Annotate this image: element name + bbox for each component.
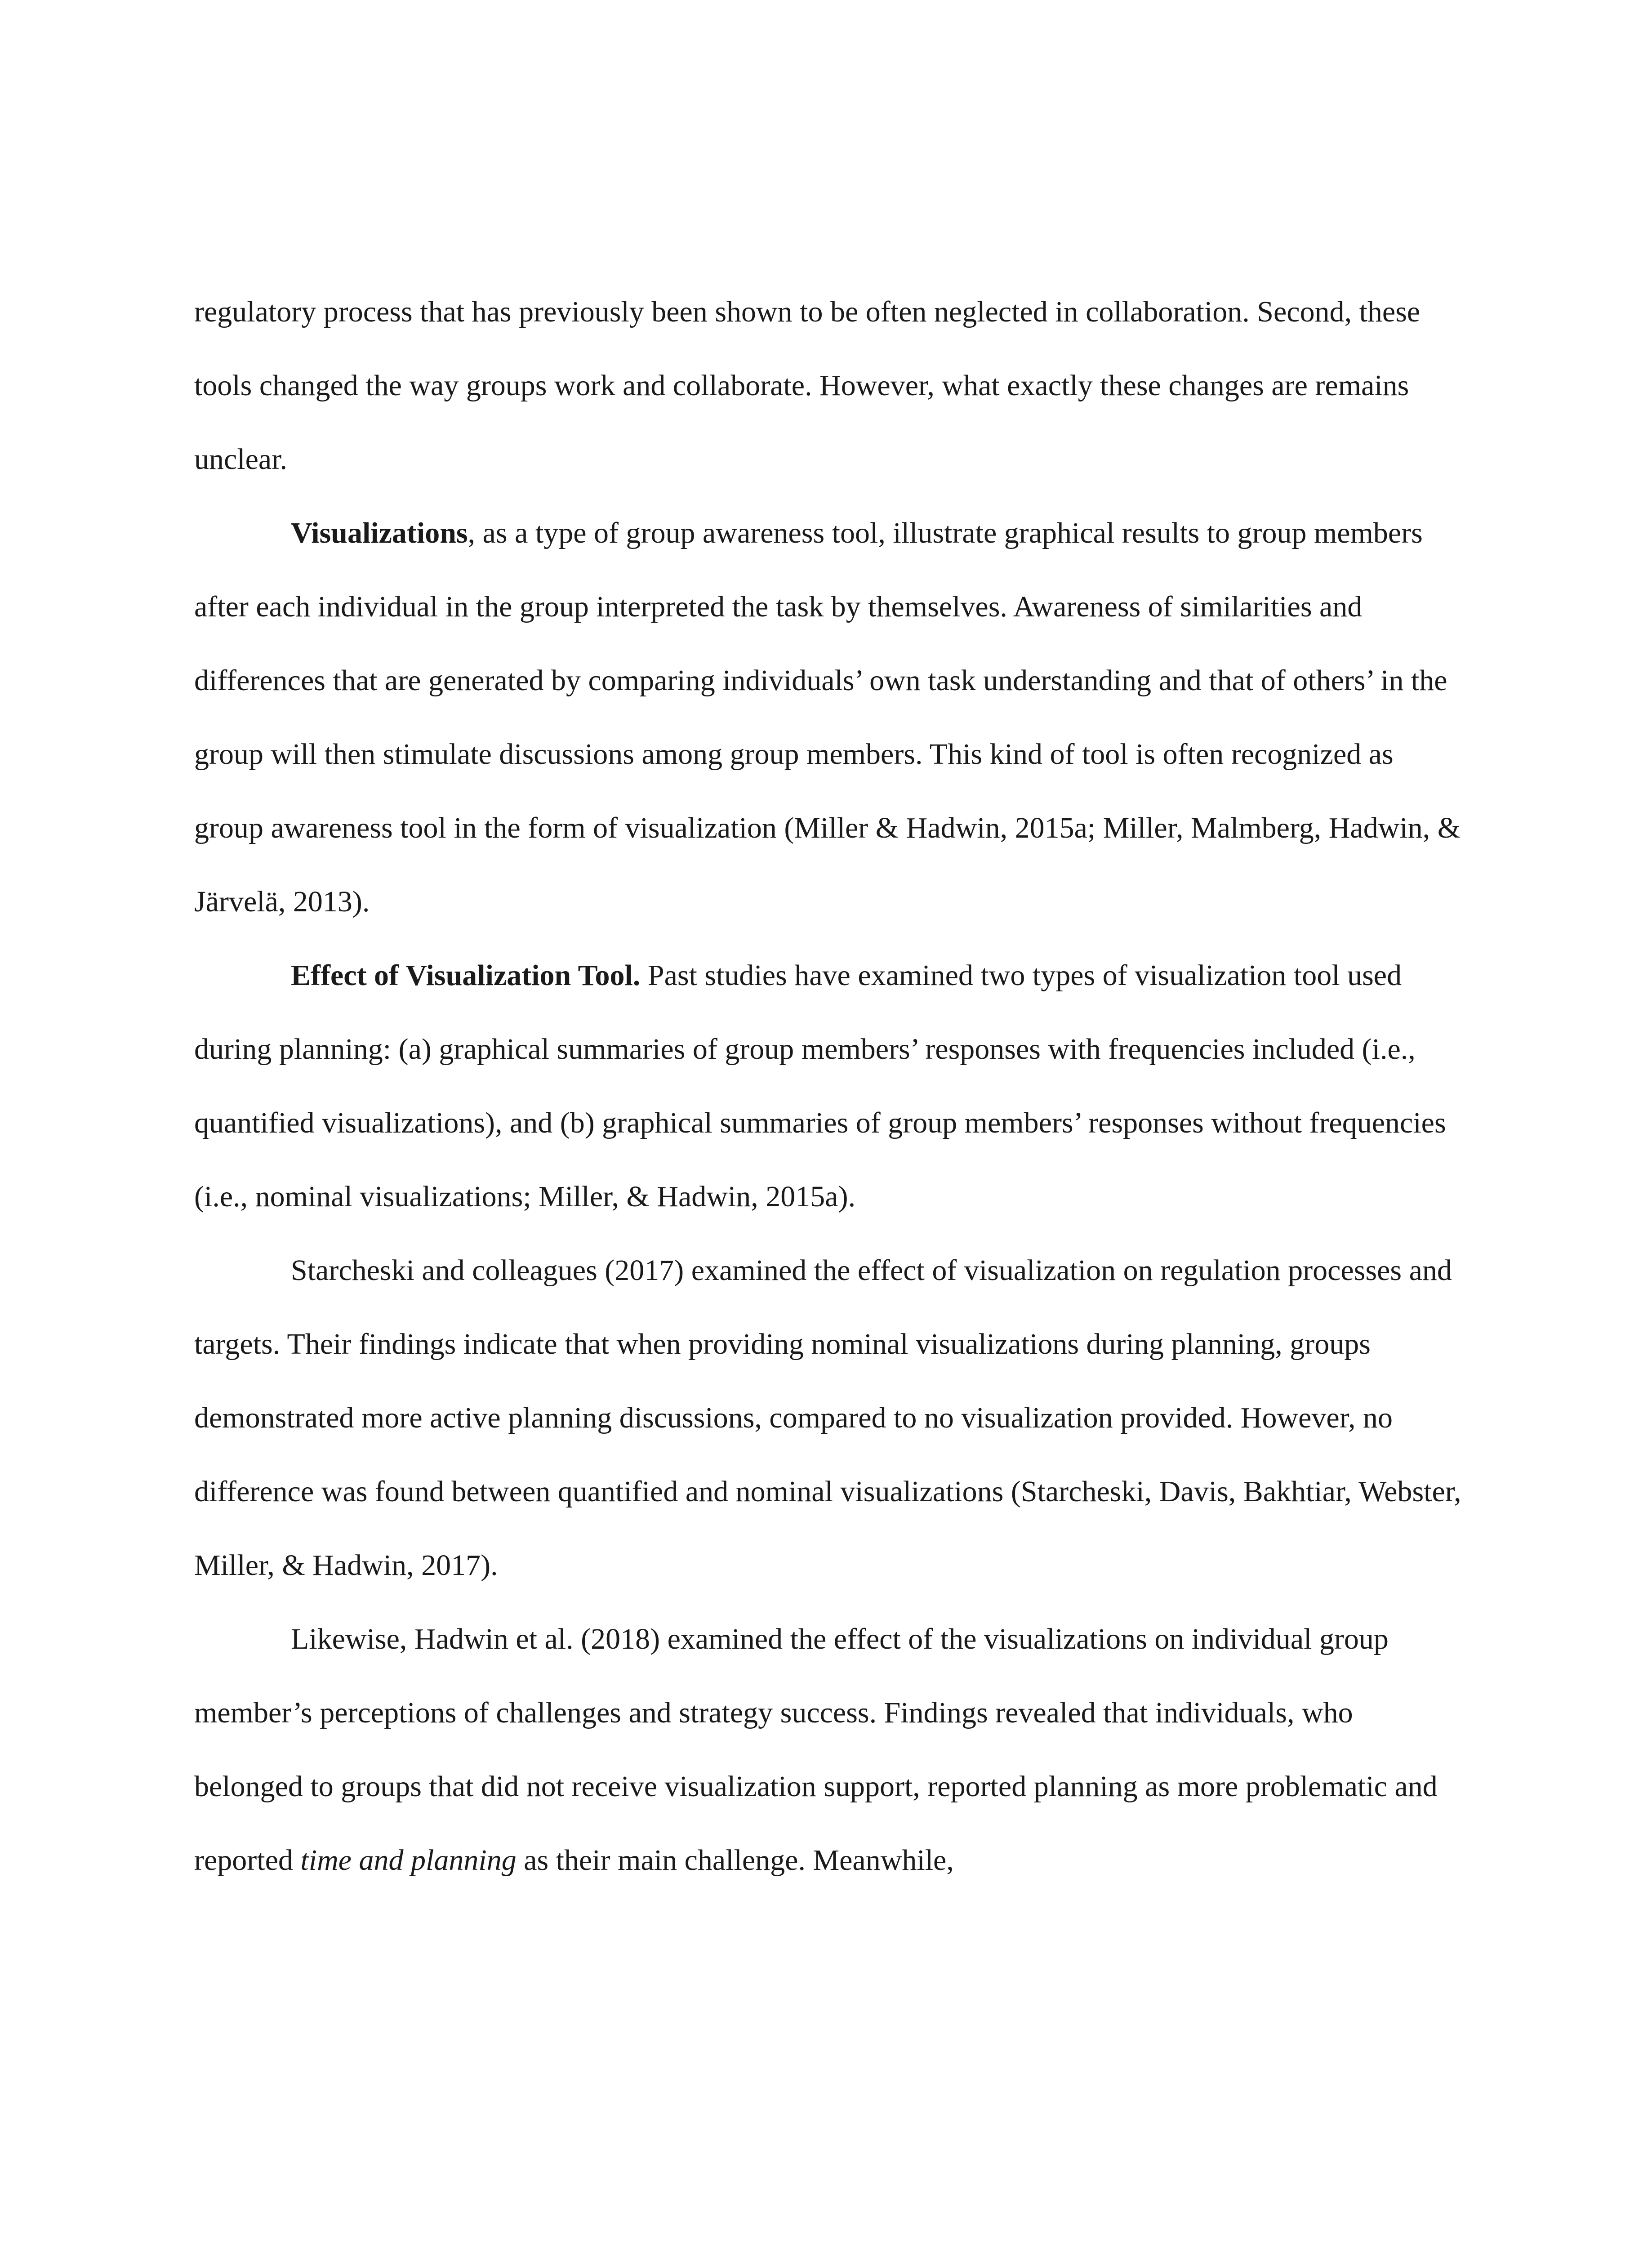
body-text bbox=[194, 275, 1462, 1897]
paragraph-2-heading: Visualizations bbox=[291, 517, 468, 549]
paragraph-5-text-before: Likewise, Hadwin et al. (2018) examined the effect of the visualizations on individual group member’s perceptions of challenges and strategy success. Findings revealed that individuals, who belonged to groups that did not receive visualization support, reported planning as more problematic and reported bbox=[194, 1623, 1438, 1877]
paragraph-4-text: Starcheski and colleagues (2017) examined the effect of visualization on regulation processes and targets. Their findings indicate that when providing nominal visualizations during planning, groups demonstrated more active planning discussions, compared to no visualization provided. However, no difference was found between quantified and nominal visualizations (Starcheski, Davis, Bakhtiar, Webster, Miller, & Hadwin, 2017). bbox=[194, 1254, 1461, 1582]
paragraph-1-text: regulatory process that has previously been shown to be often neglected in collaboration. Second, these tools changed the way groups work and collaborate. However, what exactly these changes are remains unclear. bbox=[194, 295, 1420, 476]
paragraph-5 bbox=[194, 1602, 1462, 1897]
paragraph-2 bbox=[194, 496, 1462, 939]
paragraph-3-text: Past studies have examined two types of visualization tool used during planning: (a) graphical summaries of group members’ responses with frequencies included (i.e., quantified visualizations), and (b) graphical summaries of group members’ responses without frequencies (i.e., nominal visualizations; Miller, & Hadwin, 2015a). bbox=[194, 959, 1446, 1213]
paragraph-3-heading: Effect of Visualization Tool. bbox=[291, 959, 641, 992]
paragraph-4 bbox=[194, 1234, 1462, 1602]
paragraph-2-text: , as a type of group awareness tool, illustrate graphical results to group members after each individual in the group interpreted the task by themselves. Awareness of similarities and differences that are generated by comparing individuals’ own task understanding and that of others’ in the group will then stimulate discussions among group members. This kind of tool is often recognized as group awareness tool in the form of visualization (Miller & Hadwin, 2015a; Miller, Malmberg, Hadwin, & Järvelä, 2013). bbox=[194, 517, 1461, 918]
paragraph-5-text-after: as their main challenge. Meanwhile, bbox=[516, 1844, 954, 1877]
paragraph-5-italic-phrase: time and planning bbox=[300, 1844, 517, 1877]
paragraph-1 bbox=[194, 275, 1462, 496]
paragraph-3 bbox=[194, 939, 1462, 1234]
